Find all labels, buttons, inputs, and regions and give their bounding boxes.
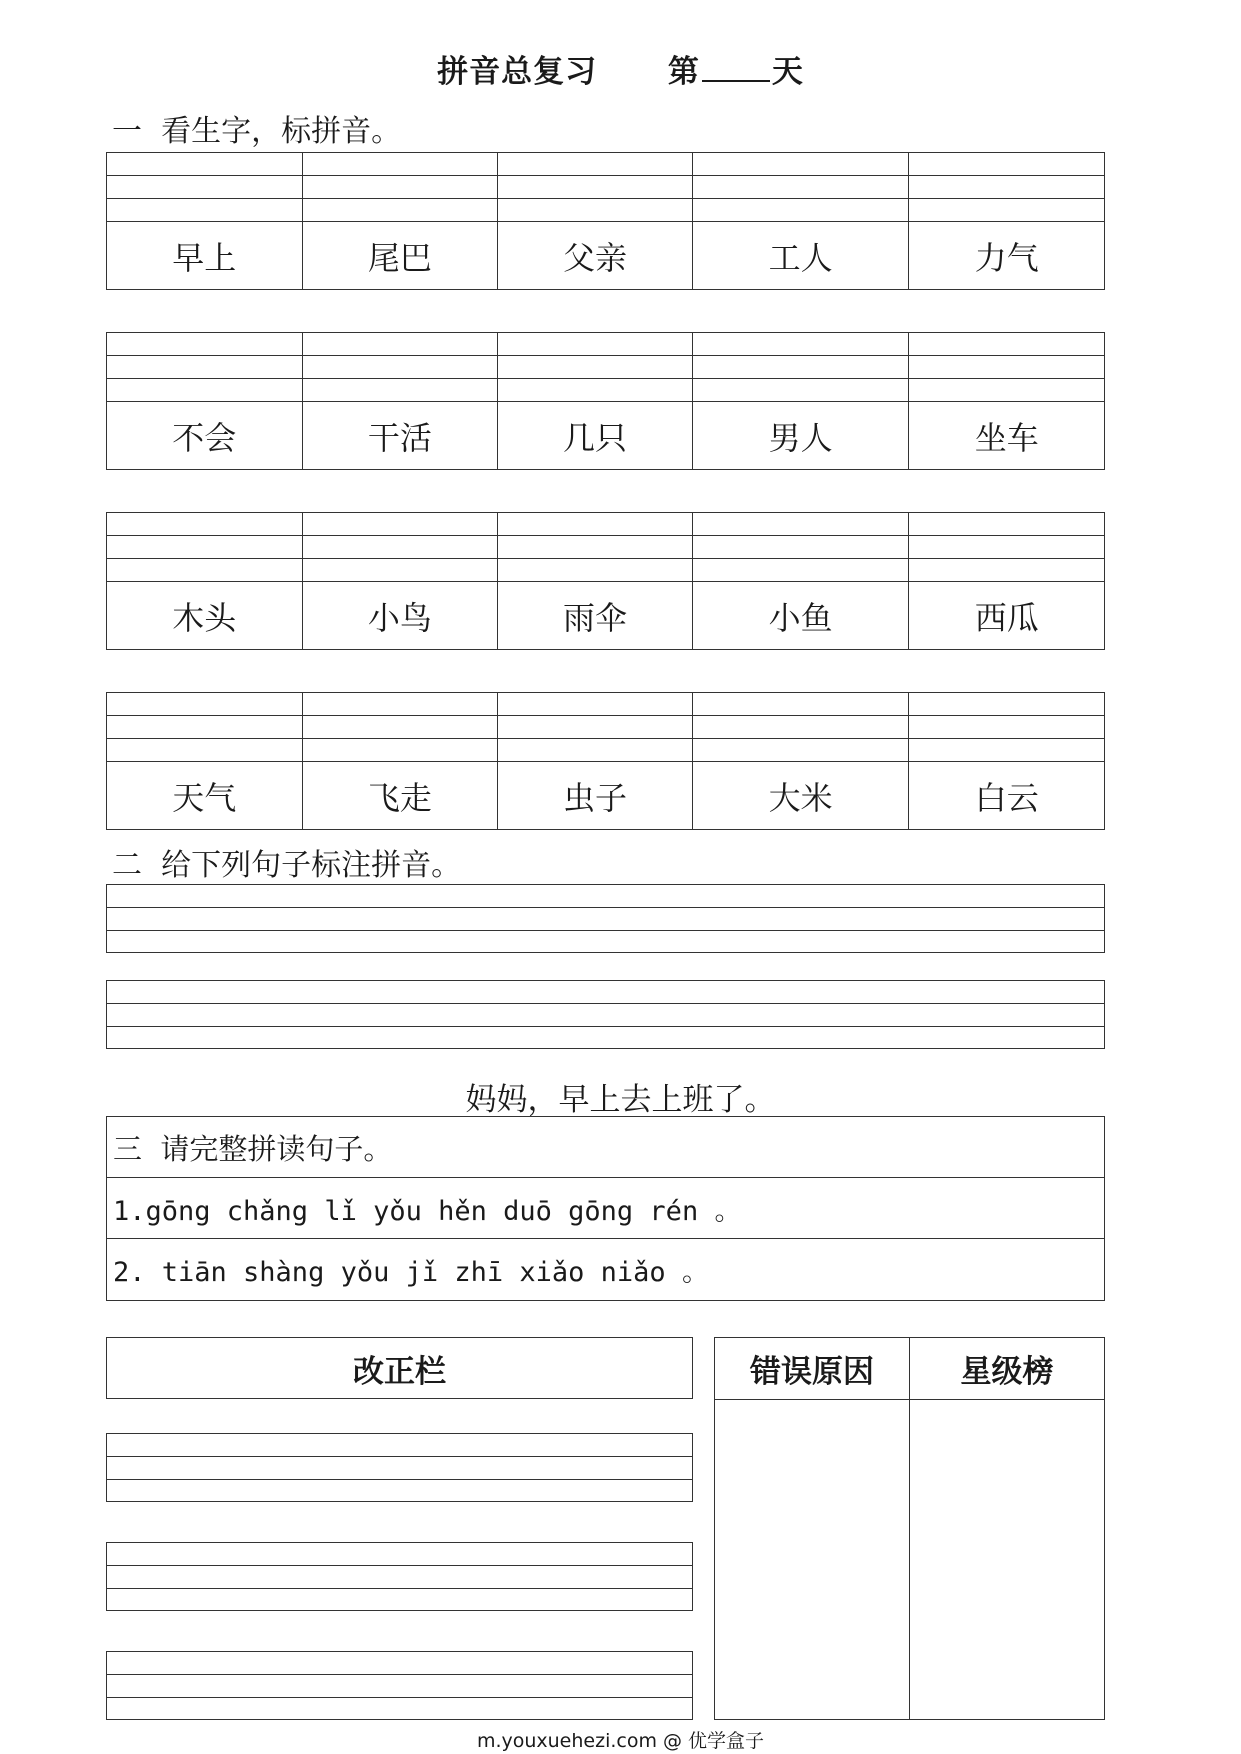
day-prefix: 第 [667, 54, 700, 90]
footer-watermark: m.youxuehezi.com @ 优学盒子 [476, 1730, 765, 1752]
word-cell: 西瓜 [974, 598, 1039, 637]
word-cell: 尾巴 [303, 222, 499, 289]
pinyin-grid-2 [106, 332, 1105, 470]
word-cell: 虫子 [498, 762, 693, 829]
pinyin-sentence-1: 1.gōng chǎng lǐ yǒu hěn duō gōng rén 。 [107, 1178, 1104, 1239]
pinyin-grid-1 [106, 152, 1105, 290]
word-cell: 大米 [693, 762, 910, 829]
worksheet-title: 拼音总复习 [437, 54, 598, 90]
word-cell: 力气 [974, 238, 1039, 277]
writing-lines-1[interactable] [106, 884, 1105, 953]
correction-lines-2[interactable] [106, 1542, 693, 1611]
day-number-blank[interactable] [702, 56, 770, 82]
pinyin-grid-3 [106, 512, 1105, 650]
word-cell: 不会 [107, 402, 303, 469]
section3-box [106, 1116, 1105, 1301]
word-cell: 小鸟 [303, 582, 499, 649]
word-cell: 雨伞 [498, 582, 693, 649]
sentence-to-annotate: 妈妈，早上去上班了。 [465, 1082, 776, 1118]
word-cell: 小鱼 [693, 582, 910, 649]
word-cell: 木头 [107, 582, 303, 649]
review-table [714, 1337, 1105, 1720]
word-cell: 工人 [693, 222, 910, 289]
word-cell: 天气 [107, 762, 303, 829]
correction-lines-3[interactable] [106, 1651, 693, 1720]
section2-heading: 二 给下列句子标注拼音。 [112, 848, 462, 883]
word-cell: 飞走 [303, 762, 499, 829]
word-cell: 几只 [498, 402, 693, 469]
word-cell: 干活 [303, 402, 499, 469]
error-reason-column[interactable] [715, 1338, 910, 1719]
correction-header: 改正栏 [106, 1337, 693, 1399]
correction-lines-1[interactable] [106, 1433, 693, 1502]
star-rating-column[interactable] [910, 1338, 1104, 1719]
day-suffix: 天 [771, 54, 804, 90]
writing-lines-2[interactable] [106, 980, 1105, 1049]
section1-heading: 一 看生字，标拼音。 [112, 114, 402, 149]
word-cell: 坐车 [974, 418, 1039, 457]
section3-heading: 三 请完整拼读句子。 [107, 1117, 1104, 1178]
word-cell: 早上 [107, 222, 303, 289]
word-cell: 男人 [693, 402, 910, 469]
star-rating-header: 星级榜 [910, 1338, 1104, 1400]
pinyin-sentence-2: 2. tiān shàng yǒu jǐ zhī xiǎo niǎo 。 [113, 1257, 709, 1288]
error-reason-header: 错误原因 [715, 1338, 909, 1400]
page-title [0, 46, 1241, 91]
word-cell: 白云 [974, 778, 1039, 817]
word-cell: 父亲 [498, 222, 693, 289]
pinyin-grid-4 [106, 692, 1105, 830]
